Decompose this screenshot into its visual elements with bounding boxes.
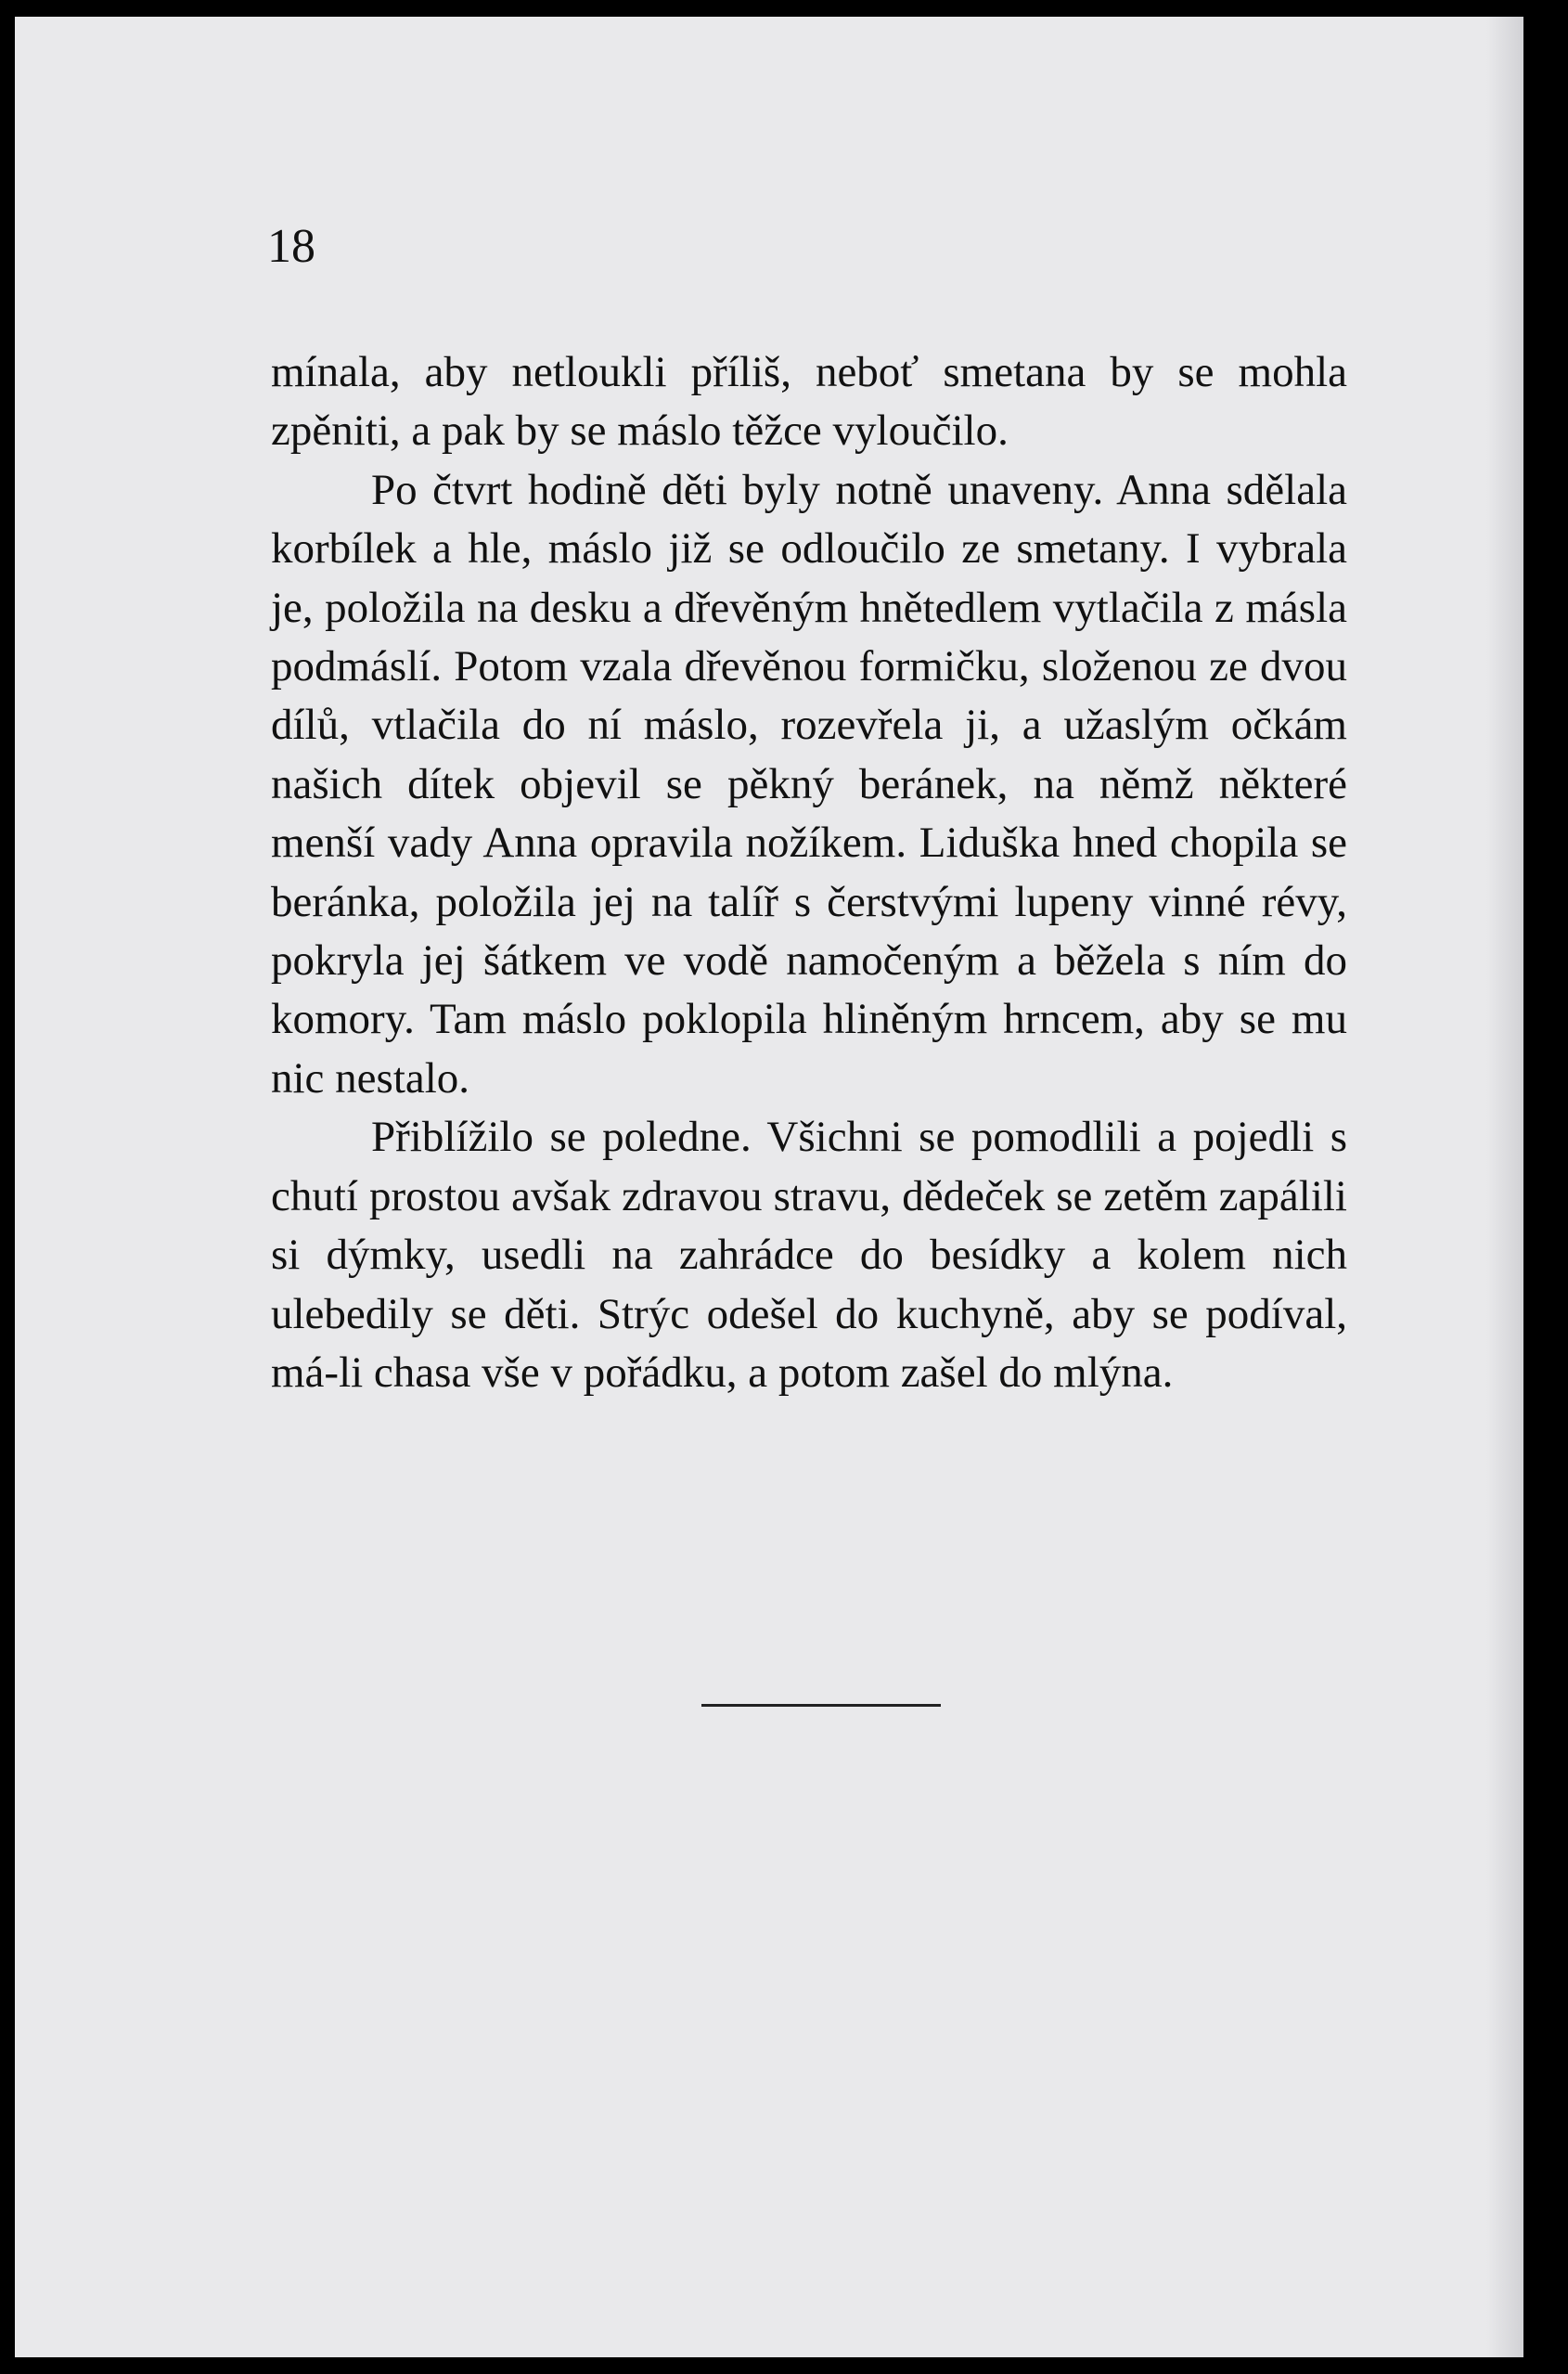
- page-edge-shadow: [1486, 17, 1523, 2357]
- paragraph-1: mínala, aby netloukli příliš, neboť smetana by se mohla zpěniti, a pak by se máslo těžce vyloučilo.: [271, 348, 1347, 456]
- body-text: [271, 343, 1347, 1402]
- page-number: 18: [267, 220, 315, 273]
- paragraph-3: Přiblížilo se poledne. Všichni se pomodlili a pojedli s chutí prostou avšak zdravou stravu, dědeček se zetěm zapálili si dýmky, usedli na zahrádce do besídky a kolem nich ulebedily se děti. Strýc odešel do kuchyně, aby se podíval, má-li chasa vše v pořádku, a potom zašel do mlýna.: [271, 1113, 1347, 1397]
- chapter-end-rule: [701, 1704, 941, 1707]
- paragraph-2: Po čtvrt hodině děti byly notně unaveny. Anna sdělala korbílek a hle, máslo již se odloučilo ze smetany. I vybrala je, položila na desku a dřevěným hnětedlem vytlačila z másla podmáslí. Potom vzala dřevěnou formičku, složenou ze dvou dílů, vtlačila do ní máslo, rozevřela ji, a užaslým očkám našich dítek objevil se pěkný beránek, na němž některé menší vady Anna opravila nožíkem. Liduška hned chopila se beránka, položila jej na talíř s čerstvými lupeny vinné révy, pokryla jej šátkem ve vodě namočeným a běžela s ním do komory. Tam máslo poklopila hliněným hrncem, aby se mu nic nestalo.: [271, 465, 1347, 1103]
- book-page: [15, 17, 1523, 2357]
